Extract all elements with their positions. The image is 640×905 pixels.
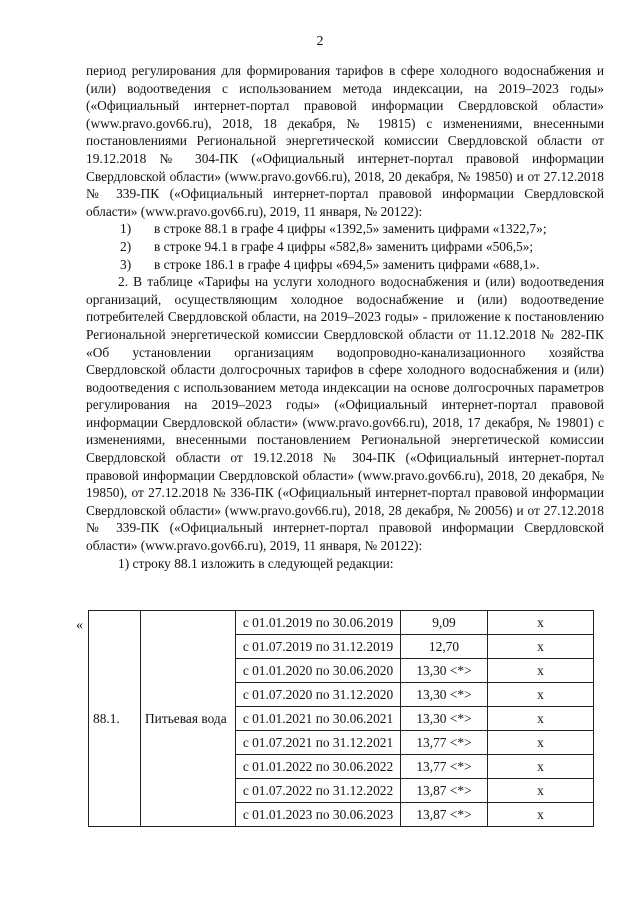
period-cell: с 01.01.2023 по 30.06.2023 [236,803,401,827]
tariff-value-cell: 13,77 <*> [401,755,488,779]
period-cell: с 01.01.2019 по 30.06.2019 [236,611,401,635]
tariff-value-cell: 13,30 <*> [401,683,488,707]
list-item-text: в строке 186.1 в графе 4 цифры «694,5» заменить цифрами «688,1». [154,256,540,272]
sub-item: 1) строку 88.1 изложить в следующей редакции: [118,555,394,571]
period-cell: с 01.07.2021 по 31.12.2021 [236,731,401,755]
list-item-number: 1) [120,221,132,237]
tariff-value-cell: 13,87 <*> [401,779,488,803]
list-item-number: 2) [120,238,132,254]
mark-cell: х [488,707,594,731]
period-cell: с 01.01.2022 по 30.06.2022 [236,755,401,779]
paragraph-continuation: период регулирования для формирования тарифов в сфере холодного водоснабжения и (или) водоотведения с использованием метода индексации, на 2019–2023 годы» («Официальный интернет-портал правовой информации Свердловской области» (www.pravo.gov66.ru), 2018, 18 декабря, № 19815) с изменениями, внесенными постановлениями Региональной энергетической комиссии Свердловской области от 19.12.2018 № 304-ПК («Официальный интернет-портал правовой информации Свердловской области» (www.pravo.gov66.ru), 2018, 20 декабря, № 19850) и от 27.12.2018 № 339-ПК («Официальный интернет-портал правовой информации Свердловской области» (www.pravo.gov66.ru), 2019, 11 января, № 20122): [86,63,604,219]
tariff-value-cell: 13,30 <*> [401,659,488,683]
tariff-value-cell: 13,87 <*> [401,803,488,827]
mark-cell: х [488,731,594,755]
paragraph-2: 2. В таблице «Тарифы на услуги холодного водоснабжения и (или) водоотведения организаций, осуществляющим холодное водоснабжение и (или) водоотведение потребителей Свердловской области, на 2019–2023 годы» - приложение к постановлению Региональной энергетической комиссии Свердловской области от 11.12.2018 № 282-ПК «Об установлении организациям водопроводно-канализационного хозяйства Свердловской области долгосрочных тарифов в сфере холодного водоснабжения и (или) водоотведения с использованием метода индексации на основе долгосрочных параметров регулирования на 2019–2023 годы» («Официальный интернет-портал правовой информации Свердловской области» (www.pravo.gov66.ru), 2018, 17 декабря, № 19801) с изменениями, внесенными постановлением Региональной энергетической комиссии Свердловской области от 19.12.2018 № 304-ПК («Официальный интернет-портал правовой информации Свердловской области» (www.pravo.gov66.ru), 2018, 20 декабря, № 19850), от 27.12.2018 № 336-ПК («Официальный интернет-портал правовой информации Свердловской области» (www.pravo.gov66.ru), 2018, 28 декабря, № 20056) и от 27.12.2018 № 339-ПК («Официальный интернет-портал правовой информации Свердловской области» (www.pravo.gov66.ru), 2019, 11 января, № 20122): [86,274,604,554]
list-item [86,220,604,238]
tariff-table [88,610,594,827]
opening-quote: « [76,618,83,633]
tariff-value-cell: 13,77 <*> [401,731,488,755]
mark-cell: х [488,611,594,635]
period-cell: с 01.01.2021 по 30.06.2021 [236,707,401,731]
row-code-cell: 88.1. [89,611,141,827]
mark-cell: х [488,803,594,827]
period-cell: с 01.07.2022 по 31.12.2022 [236,779,401,803]
document-body [86,62,604,572]
list-item-number: 3) [120,256,132,272]
list-item [86,238,604,256]
period-cell: с 01.01.2020 по 30.06.2020 [236,659,401,683]
resource-cell: Питьевая вода [141,611,236,827]
mark-cell: х [488,755,594,779]
list-item [86,256,604,274]
mark-cell: х [488,683,594,707]
table-row [89,611,594,635]
mark-cell: х [488,779,594,803]
page-number: 2 [316,34,324,49]
mark-cell: х [488,635,594,659]
tariff-value-cell: 9,09 [401,611,488,635]
period-cell: с 01.07.2019 по 31.12.2019 [236,635,401,659]
tariff-value-cell: 12,70 [401,635,488,659]
tariff-value-cell: 13,30 <*> [401,707,488,731]
mark-cell: х [488,659,594,683]
period-cell: с 01.07.2020 по 31.12.2020 [236,683,401,707]
list-item-text: в строке 88.1 в графе 4 цифры «1392,5» заменить цифрами «1322,7»; [154,221,547,237]
list-item-text: в строке 94.1 в графе 4 цифры «582,8» заменить цифрами «506,5»; [154,238,534,254]
